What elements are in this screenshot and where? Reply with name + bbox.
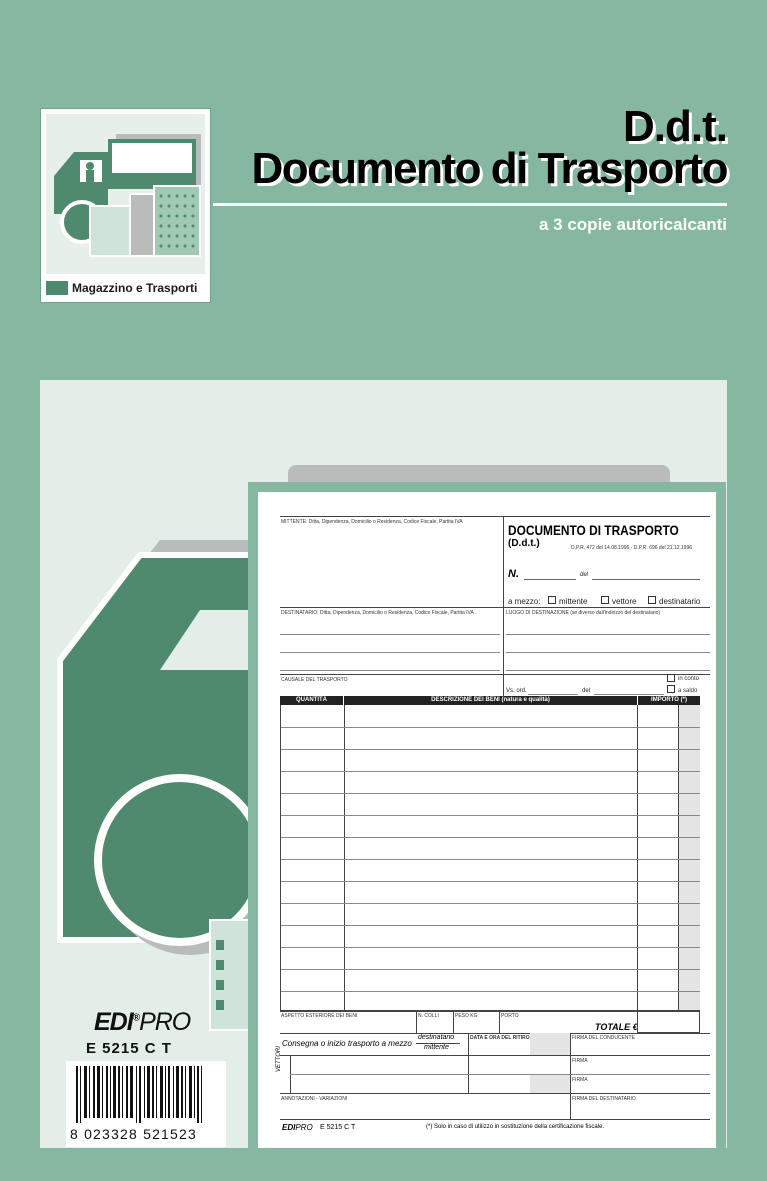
destinatario-line-2[interactable] [280, 652, 500, 653]
checkbox-mittente[interactable] [548, 596, 556, 604]
number-label: N. [508, 568, 519, 580]
page-title: Documento di Trasporto [251, 144, 727, 193]
luogo-note: (se diverso dall'indirizzo del destinatario) [570, 610, 661, 616]
peso-label: PESO KG [455, 1013, 478, 1019]
footer-brand-name: EDI [282, 1123, 296, 1132]
option-mittente: mittente [559, 597, 588, 606]
barcode-digits: 8 023328 521523 [70, 1126, 197, 1142]
date-label: del [580, 572, 589, 578]
footer-code: E 5215 C T [320, 1124, 356, 1131]
header-vertical-divider [503, 516, 504, 696]
ritiro-shade [530, 1074, 570, 1093]
luogo-label [506, 610, 660, 616]
cell-divider [416, 1011, 417, 1033]
destinatario-label: DESTINATARIO: Ditta, Dipendenza, Domicilio o Residenza, Codice Fiscale, Partita IVA [281, 610, 474, 616]
luogo-line-3[interactable] [506, 670, 710, 671]
consegna-label: Consegna o inizio trasporto a mezzo [282, 1039, 412, 1048]
form-title: DOCUMENTO DI TRASPORTO [508, 522, 679, 538]
decree-reference: D.P.R. 472 del 14.08.1996 - D.P.R. 696 del 21.12.1996 [571, 545, 693, 551]
table-row [281, 771, 700, 772]
table-row [281, 947, 700, 948]
checkbox-a-saldo[interactable] [667, 685, 675, 693]
causale-label: CAUSALE DEL TRASPORTO [281, 677, 348, 683]
in-conto-label: in conto [678, 676, 700, 682]
table-col-divider [678, 705, 679, 1010]
table-row [281, 727, 700, 728]
section-line [280, 1055, 710, 1056]
section-line [280, 674, 710, 675]
luogo-line-1[interactable] [506, 634, 710, 635]
firma-conducente-label: FIRMA DEL CONDUCENTE [572, 1035, 635, 1041]
cell-divider [499, 1011, 500, 1033]
number-field[interactable] [524, 579, 576, 580]
vettori-label: VETTORI [276, 1046, 282, 1072]
table-col-divider [637, 705, 638, 1010]
table-row [281, 837, 700, 838]
option-vettore: vettore [612, 597, 637, 606]
caption-color-bar [46, 281, 68, 295]
category-logo [40, 108, 211, 303]
annotazioni-label: ANNOTAZIONI - VARIAZIONI [281, 1096, 348, 1102]
section-line [280, 1093, 710, 1094]
brand-name: EDI [94, 1008, 133, 1036]
footer-brand-suffix: PRO [295, 1123, 313, 1132]
destinatario-line-3[interactable] [280, 670, 500, 671]
delivery-truck-icon [46, 114, 205, 274]
ritiro-shade [530, 1033, 570, 1055]
firma-label-2: FIRMA [572, 1077, 588, 1083]
cell-divider [468, 1033, 469, 1093]
aspetto-label: ASPETTO ESTERIORE DEI BENI [281, 1013, 358, 1019]
column-descrizione: DESCRIZIONE DEI BENI (natura e qualità) [344, 696, 637, 705]
checkbox-in-conto[interactable] [667, 674, 675, 682]
date-field[interactable] [592, 579, 700, 580]
colli-label: N. COLLI [418, 1013, 439, 1019]
column-quantita: QUANTITÀ [280, 696, 343, 705]
destinatario-line-1[interactable] [280, 634, 500, 635]
vs-ord-date-field[interactable] [594, 694, 664, 695]
option-destinatario: destinatario [659, 597, 701, 606]
column-importo: IMPORTO (*) [638, 696, 700, 705]
luogo-label-text: LUOGO DI DESTINAZIONE [506, 610, 569, 616]
table-row [281, 991, 700, 992]
cell-divider [570, 1033, 571, 1093]
porto-label: PORTO [501, 1013, 519, 1019]
totale-label: TOTALE € [595, 1022, 638, 1032]
section-line [280, 1033, 710, 1034]
cell-divider [570, 1093, 571, 1119]
table-row [281, 793, 700, 794]
category-caption: Magazzino e Trasporti [72, 281, 198, 295]
table-row [281, 969, 700, 970]
title-short: D.d.t. [623, 102, 727, 151]
cell-divider [453, 1011, 454, 1033]
checkbox-vettore[interactable] [601, 596, 609, 604]
consegna-destinatario: destinatario [418, 1034, 455, 1041]
table-row [281, 859, 700, 860]
subtitle: a 3 copie autoricalcanti [538, 215, 727, 234]
product-code: E 5215 C T [86, 1040, 172, 1057]
luogo-line-2[interactable] [506, 652, 710, 653]
title-divider [213, 203, 727, 206]
importo-shade [678, 705, 700, 1010]
consegna-mittente: mittente [424, 1044, 449, 1051]
table-row [281, 749, 700, 750]
brand-logo [94, 1008, 190, 1037]
form-top-line [280, 516, 710, 517]
vettori-row-line [290, 1074, 710, 1075]
section-line [280, 1119, 710, 1120]
form-sheet [248, 482, 726, 1148]
vs-ord-field[interactable] [528, 694, 578, 695]
form-paper [258, 492, 716, 1148]
registered-mark: ® [132, 1012, 140, 1024]
table-row [281, 925, 700, 926]
table-row [281, 815, 700, 816]
vs-ord-label: Vs. ord. [506, 688, 527, 694]
firma-label-1: FIRMA [572, 1058, 588, 1064]
table-row [281, 903, 700, 904]
footer-note: (*) Solo in caso di utilizzo in sostituzione della certificazione fiscale. [426, 1124, 605, 1130]
checkbox-destinatario[interactable] [648, 596, 656, 604]
barcode-icon [66, 1061, 226, 1123]
goods-table[interactable] [280, 705, 700, 1011]
vs-ord-del-label: del [582, 688, 591, 694]
a-saldo-label: a saldo [678, 688, 698, 694]
table-col-divider [344, 705, 345, 1010]
brand-name-suffix: PRO [139, 1008, 191, 1036]
totale-field[interactable] [637, 1011, 700, 1033]
a-mezzo-label: a mezzo: [508, 597, 541, 606]
data-ritiro-label: DATA E ORA DEL RITIRO [470, 1035, 530, 1041]
form-title-abbr: (D.d.t.) [508, 538, 540, 549]
mittente-label: MITTENTE: Ditta, Dipendenza, Domicilio o Residenza, Codice Fiscale, Partita IVA [281, 519, 463, 525]
footer-brand [282, 1123, 313, 1132]
section-line [280, 607, 710, 608]
firma-destinatario-label: FIRMA DEL DESTINATARIO [572, 1096, 636, 1102]
table-row [281, 881, 700, 882]
